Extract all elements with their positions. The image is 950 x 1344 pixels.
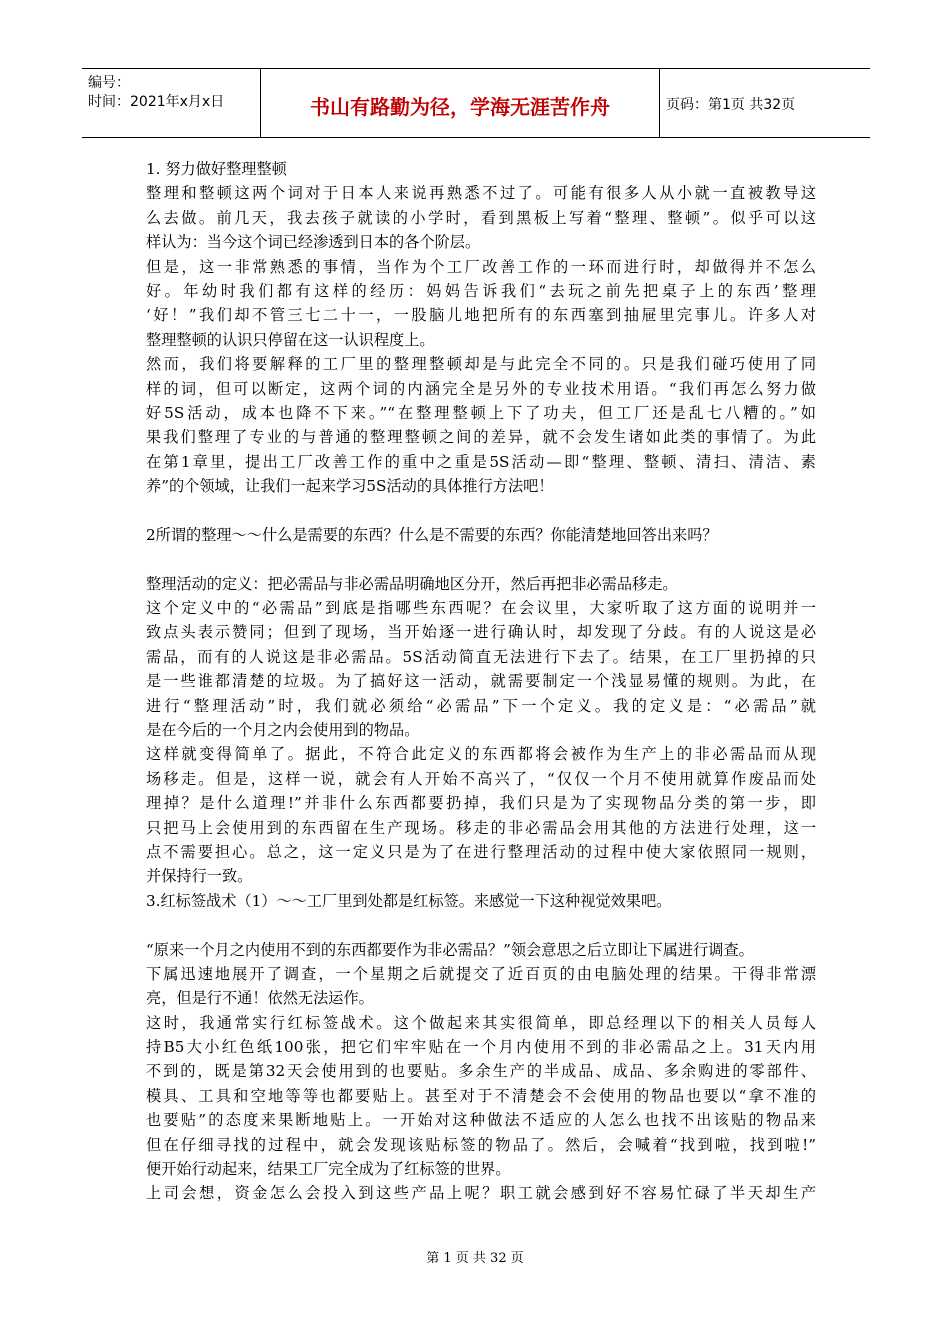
text-line: 1. 努力做好整理整顿 (146, 160, 287, 178)
text-line: 便开始行动起来，结果工厂完全成为了红标签的世界。 (146, 1160, 511, 1179)
text-line: 点不需要担心。总之，这一定义只是为了在进行整理活动的过程中使大家依照同一规则， (146, 842, 816, 861)
text-line: 模具、工具和空地等等也都要贴上。甚至对于不清楚会不会使用的物品也要以“拿不准的 (146, 1086, 816, 1105)
text-line: 是一些谁都清楚的垃圾。为了搞好这一活动，就需要制定一个浅显易懂的规则。为此，在 (146, 672, 816, 691)
text-line: 么去做。前几天，我去孩子就读的小学时，看到黑板上写着“整理、整顿”。似乎可以这 (146, 208, 816, 227)
blank-line (146, 547, 816, 571)
text-line: 不到的，既是第32天会使用到的也要贴。多余生产的半成品、成品、多余购进的零部件、 (146, 1062, 816, 1081)
text-line: 果我们整理了专业的与普通的整理整顿之间的差异，就不会发生诸如此类的事情了。为此 (146, 428, 816, 447)
text-line: 致点头表示赞同；但到了现场，当开始逐一进行确认时，却发现了分歧。有的人说这是必 (146, 623, 816, 642)
text-line: 整理和整顿这两个词对于日本人来说再熟悉不过了。可能有很多人从小就一直被教导这 (146, 184, 816, 203)
document-body (146, 157, 816, 1206)
text-line: 在第1章里，提出工厂改善工作的重中之重是5S活动—即“整理、整顿、清扫、清洁、素 (146, 452, 816, 471)
page-footer: 第 1 页 共 32 页 (426, 1251, 524, 1266)
text-line: 需品，而有的人说这是非必需品。5S活动简直无法进行下去了。结果，在工厂里扔掉的只 (146, 647, 816, 666)
text-line: 养”的个领域，让我们一起来学习5S活动的具体推行方法吧！ (146, 477, 554, 496)
text-line: 亮，但是行不通！依然无法运作。 (146, 989, 374, 1008)
page-header (82, 68, 870, 138)
text-line: 整理整顿的认识只停留在这一认识程度上。 (146, 330, 435, 349)
text-line: 场移走。但是，这样一说，就会有人开始不高兴了，“仅仅一个月不使用就算作废品而处 (146, 769, 816, 788)
text-line: 是在今后的一个月之内会使用到的物品。 (146, 720, 420, 739)
text-line: 这样就变得简单了。据此，不符合此定义的东西都将会被作为生产上的非必需品而从现 (146, 745, 816, 764)
text-line: 下属迅速地展开了调查，一个星期之后就提交了近百页的由电脑处理的结果。干得非常漂 (146, 964, 816, 983)
serial-label: 编号： (88, 75, 130, 91)
text-line: 然而，我们将要解释的工厂里的整理整顿却是与此完全不同的。只是我们碰巧使用了同 (146, 355, 816, 374)
text-line: 进行“整理活动”时，我们就必须给“必需品”下一个定义。我的定义是：“必需品”就 (146, 696, 816, 715)
text-line: 样认为：当今这个词已经渗透到日本的各个阶层。 (146, 233, 481, 252)
header-page-cell (660, 69, 870, 137)
text-line: 理掉？是什么道理!”并非什么东西都要扔掉，我们只是为了实现物品分类的第一步，即 (146, 794, 816, 813)
text-line: 并保持行一致。 (146, 867, 253, 886)
text-line: 样的词，但可以断定，这两个词的内涵完全是另外的专业技术用语。“我们再怎么努力做 (146, 379, 816, 398)
date-label: 时间：2021年x月x日 (88, 94, 225, 110)
page-info: 页码：第1页 共32页 (666, 97, 796, 113)
text-line: 但在仔细寻找的过程中，就会发现该贴标签的物品了。然后，会喊着“找到啦，找到啦!” (146, 1135, 816, 1154)
text-line: 上司会想，资金怎么会投入到这些产品上呢？职工就会感到好不容易忙碌了半天却生产 (146, 1184, 816, 1203)
motto: 书山有路勤为径，学海无涯苦作舟 (310, 95, 610, 119)
text-line: 这时，我通常实行红标签战术。这个做起来其实很简单，即总经理以下的相关人员每人 (146, 1013, 816, 1032)
text-line: “原来一个月之内使用不到的东西都要作为非必需品？”领会意思之后立即让下属进行调查。 (146, 940, 754, 959)
text-line: 2所谓的整理～～什么是需要的东西？什么是不需要的东西？你能清楚地回答出来吗？ (146, 525, 718, 544)
header-motto-cell (261, 69, 660, 137)
text-line: 但是，这一非常熟悉的事情，当作为个工厂改善工作的一环而进行时，却做得并不怎么 (146, 257, 816, 276)
blank-line (146, 498, 816, 522)
header-info-cell (82, 69, 261, 137)
text-line: ‘好！”我们却不管三七二十一，一股脑儿地把所有的东西塞到抽屉里完事儿。许多人对 (146, 306, 816, 325)
blank-line (146, 913, 816, 937)
text-line: 好5S活动，成本也降不下来。”“在整理整顿上下了功夫，但工厂还是乱七八糟的。”如 (146, 403, 816, 422)
text-line: 这个定义中的“必需品”到底是指哪些东西呢？在会议里，大家听取了这方面的说明并一 (146, 599, 816, 618)
text-line: 整理活动的定义：把必需品与非必需品明确地区分开，然后再把非必需品移走。 (146, 574, 678, 593)
text-line: 也要贴”的态度来果断地贴上。一开始对这种做法不适应的人怎么也找不出该贴的物品来 (146, 1111, 816, 1130)
text-line: 只把马上会使用到的东西留在生产现场。移走的非必需品会用其他的方法进行处理，这一 (146, 818, 816, 837)
text-line: 持B5大小红色纸100张，把它们牢牢贴在一个月内使用不到的非必需品之上。31天内用 (146, 1038, 816, 1057)
text-line: 3.红标签战术（1）～～工厂里到处都是红标签。来感觉一下这种视觉效果吧。 (146, 891, 672, 910)
text-line: 好。年幼时我们都有这样的经历：妈妈告诉我们“去玩之前先把桌子上的东西’整理 (146, 281, 816, 300)
